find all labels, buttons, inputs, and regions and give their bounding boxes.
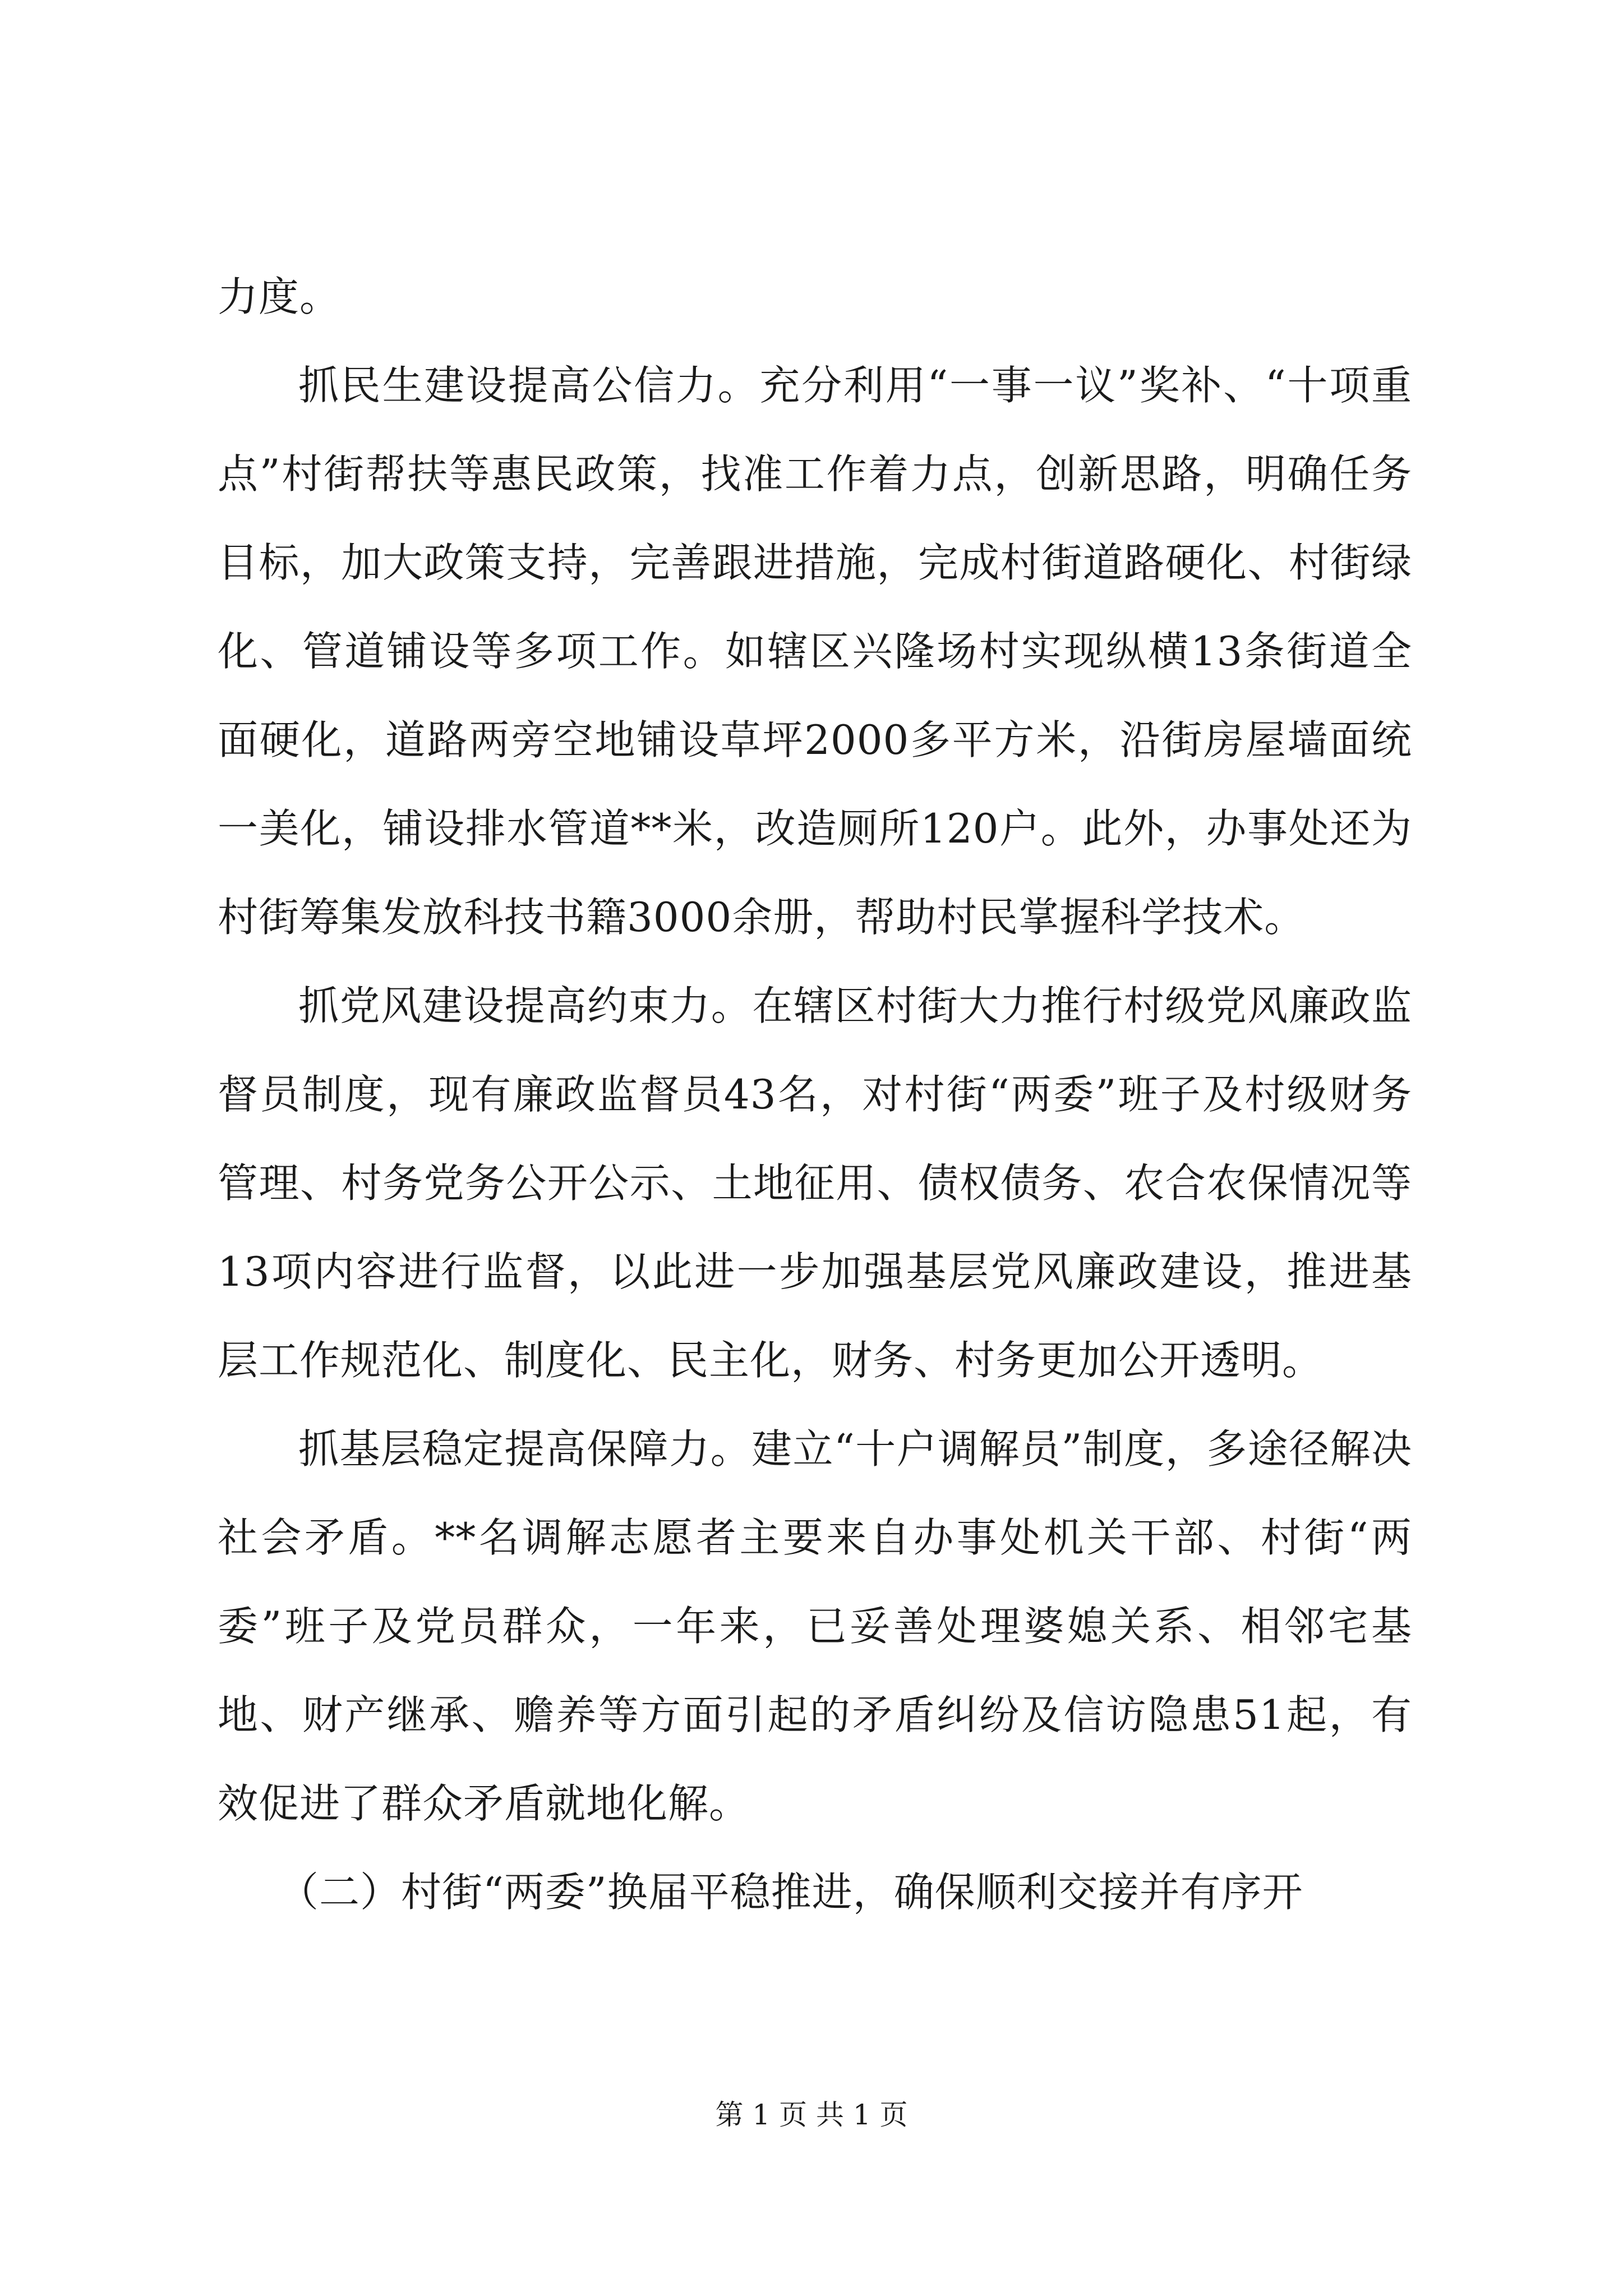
paragraph-continuation: 力度。 bbox=[218, 273, 341, 320]
document-body bbox=[218, 252, 1412, 1936]
section-heading-two: （二）村街“两委”换届平稳推进，确保顺利交接并有序开 bbox=[278, 1869, 1303, 1916]
paragraph-party-conduct: 抓党风建设提高约束力。在辖区村街大力推行村级党风廉政监督员制度，现有廉政监督员43名，对村街“两委”班子及村级财务管理、村务党务公开公示、土地征用、债权债务、农合农保情况等13项内容进行监督，以此进一步加强基层党风廉政建设，推进基层工作规范化、制度化、民主化，财务、村务更加公开透明。 bbox=[218, 982, 1412, 1384]
page-footer: 第 1 页 共 1 页 bbox=[715, 2099, 908, 2131]
paragraph-livelihood: 抓民生建设提高公信力。充分利用“一事一议”奖补、“十项重点”村街帮扶等惠民政策，找准工作着力点，创新思路，明确任务目标，加大政策支持，完善跟进措施，完成村街道路硬化、村街绿化、管道铺设等多项工作。如辖区兴隆场村实现纵横13条街道全面硬化，道路两旁空地铺设草坪2000多平方米，沿街房屋墙面统一美化，铺设排水管道**米，改造厕所120户。此外，办事处还为村街筹集发放科技书籍3000余册，帮助村民掌握科学技术。 bbox=[218, 362, 1412, 941]
paragraph-grassroots-stability: 抓基层稳定提高保障力。建立“十户调解员”制度，多途径解决社会矛盾。**名调解志愿者主要来自办事处机关干部、村街“两委”班子及党员群众，一年来，已妥善处理婆媳关系、相邻宅基地、财产继承、赡养等方面引起的矛盾纠纷及信访隐患51起，有效促进了群众矛盾就地化解。 bbox=[218, 1425, 1412, 1827]
